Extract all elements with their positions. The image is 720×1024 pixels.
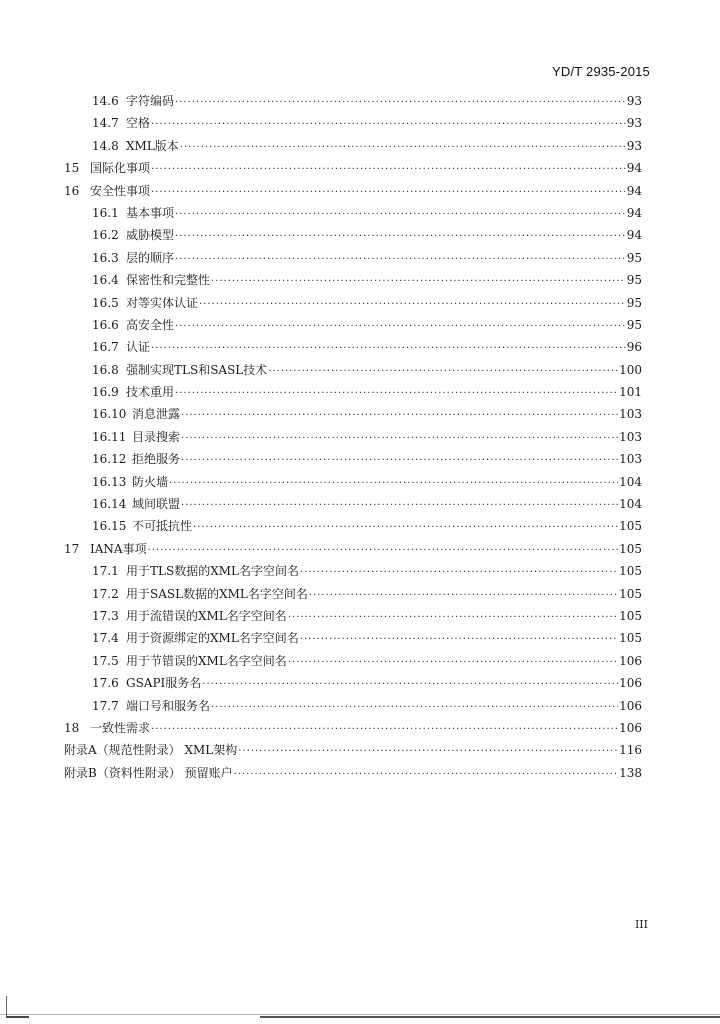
toc-entry-page: 105 [619, 564, 642, 579]
toc-entry-number: 16.15 [92, 519, 127, 534]
toc-dot-leader [151, 338, 626, 360]
toc-entry-number: 16.8 [92, 362, 119, 377]
toc-dot-leader [199, 294, 626, 316]
toc-entry-page: 105 [619, 631, 642, 646]
toc-entry[interactable] [64, 672, 642, 694]
table-of-contents [64, 90, 642, 784]
toc-entry-title: 安全性事项 [90, 183, 151, 198]
toc-entry[interactable] [64, 90, 642, 112]
toc-entry-title: 用于节错误的XML名字空间名 [126, 653, 287, 668]
toc-entry[interactable] [64, 717, 642, 739]
header-standard-code: YD/T 2935-2015 [552, 64, 650, 79]
toc-dot-leader [181, 405, 618, 427]
bottom-scan-line-dark [260, 1016, 720, 1018]
toc-entry-number: 17.3 [92, 608, 119, 623]
toc-entry[interactable] [64, 202, 642, 224]
corner-scan-mark [6, 996, 29, 1018]
toc-dot-leader [148, 540, 619, 562]
toc-entry-page: 138 [619, 765, 642, 780]
toc-entry-title: 目录搜索 [132, 429, 181, 444]
toc-entry-number: 16.1 [92, 205, 119, 220]
toc-entry-title: 端口号和服务名 [126, 698, 211, 713]
toc-entry-page: 116 [619, 743, 642, 758]
toc-entry-number: 17.1 [92, 564, 119, 579]
toc-entry-title: 认证 [126, 340, 151, 355]
toc-entry[interactable] [64, 247, 642, 269]
toc-entry-number: 17.5 [92, 653, 119, 668]
toc-entry-page: 94 [626, 228, 642, 243]
toc-entry-number: 16.5 [92, 295, 119, 310]
toc-dot-leader [151, 182, 626, 204]
toc-entry-page: 95 [626, 273, 642, 288]
toc-entry[interactable] [64, 381, 642, 403]
toc-entry[interactable] [64, 471, 642, 493]
toc-entry-number: 15 [64, 161, 80, 176]
toc-dot-leader [300, 562, 618, 584]
toc-entry-title: 用于SASL数据的XML名字空间名 [126, 586, 308, 601]
toc-dot-leader [268, 361, 618, 383]
bottom-scan-line [0, 1014, 720, 1015]
toc-entry[interactable] [64, 515, 642, 537]
toc-entry-number: 16.13 [92, 474, 127, 489]
toc-entry-number: 14.8 [92, 138, 119, 153]
toc-entry-title: 字符编码 [126, 94, 175, 108]
toc-dot-leader [151, 159, 626, 181]
toc-entry-number: 16.7 [92, 340, 119, 355]
toc-entry-title: 威胁模型 [126, 228, 175, 243]
toc-dot-leader [211, 271, 626, 293]
toc-entry-page: 106 [619, 720, 642, 735]
toc-entry[interactable] [64, 336, 642, 358]
toc-entry-number: 16.6 [92, 317, 119, 332]
toc-entry-number: 16.4 [92, 273, 119, 288]
footer-page-number: III [634, 918, 648, 931]
toc-entry[interactable] [64, 135, 642, 157]
toc-entry-number: 17.2 [92, 586, 119, 601]
toc-entry-title: 不可抵抗性 [132, 519, 193, 534]
toc-entry-page: 105 [619, 519, 642, 534]
toc-entry[interactable] [64, 560, 642, 582]
toc-entry[interactable] [64, 627, 642, 649]
toc-entry-page: 105 [619, 541, 642, 556]
toc-dot-leader [175, 226, 626, 248]
toc-entry[interactable] [64, 426, 642, 448]
toc-dot-leader [193, 517, 618, 539]
toc-entry[interactable] [64, 359, 642, 381]
toc-entry-title: 消息泄露 [132, 407, 181, 422]
toc-entry-title: 基本事项 [126, 205, 175, 220]
toc-entry-number: 16.10 [92, 407, 127, 422]
toc-entry-page: 96 [626, 340, 642, 355]
toc-entry-title: 高安全性 [126, 317, 175, 332]
toc-entry[interactable] [64, 112, 642, 134]
toc-entry[interactable] [64, 605, 642, 627]
toc-entry-number: 16 [64, 183, 80, 198]
toc-entry-title: 技术重用 [126, 385, 175, 400]
toc-entry-page: 105 [619, 586, 642, 601]
toc-entry-number: 14.7 [92, 116, 119, 131]
toc-entry-title: 国际化事项 [90, 161, 151, 176]
toc-dot-leader [175, 383, 618, 405]
toc-entry-page: 100 [619, 362, 642, 377]
toc-entry[interactable] [64, 493, 642, 515]
toc-entry-page: 93 [626, 138, 642, 153]
toc-entry-title: 拒绝服务 [132, 452, 181, 467]
toc-entry-number: 16.9 [92, 385, 119, 400]
toc-entry-title: 保密性和完整性 [126, 273, 211, 288]
toc-entry-page: 103 [619, 407, 642, 422]
toc-entry-number: 17.7 [92, 698, 119, 713]
toc-entry[interactable] [64, 180, 642, 202]
toc-dot-leader [181, 450, 618, 472]
toc-dot-leader [175, 249, 626, 271]
toc-entry-number: 16.2 [92, 228, 119, 243]
toc-entry-number: 16.11 [92, 429, 127, 444]
toc-entry-number: 17 [64, 541, 80, 556]
toc-entry-page: 103 [619, 429, 642, 444]
toc-entry-number: 14.6 [92, 94, 119, 108]
toc-entry-page: 94 [626, 161, 642, 176]
toc-dot-leader [169, 473, 618, 495]
toc-entry[interactable] [64, 292, 642, 314]
toc-entry[interactable] [64, 269, 642, 291]
toc-entry-title: 对等实体认证 [126, 295, 199, 310]
toc-entry-title: 用于流错误的XML名字空间名 [126, 608, 287, 623]
toc-entry[interactable] [64, 157, 642, 179]
toc-entry-page: 93 [626, 94, 642, 108]
toc-entry-page: 104 [619, 474, 642, 489]
toc-entry-number: 16.14 [92, 497, 127, 512]
toc-entry[interactable] [64, 538, 642, 560]
toc-entry[interactable] [64, 224, 642, 246]
toc-entry-title: 用于资源绑定的XML名字空间名 [126, 631, 299, 646]
toc-entry-number: 18 [64, 720, 80, 735]
toc-entry[interactable] [64, 403, 642, 425]
toc-entry-title: IANA事项 [90, 541, 147, 556]
toc-entry-page: 106 [619, 676, 642, 691]
toc-entry-title: 附录B（资料性附录） 预留账户 [64, 765, 233, 780]
toc-entry-page: 93 [626, 116, 642, 131]
toc-dot-leader [181, 428, 618, 450]
toc-entry-title: 防火墙 [132, 474, 169, 489]
toc-entry-title: 层的顺序 [126, 250, 175, 265]
toc-dot-leader [151, 114, 626, 136]
toc-entry-page: 106 [619, 698, 642, 713]
toc-dot-leader [234, 764, 618, 786]
toc-entry-title: 一致性需求 [90, 720, 151, 735]
toc-entry-page: 94 [626, 205, 642, 220]
toc-dot-leader [288, 607, 618, 629]
toc-dot-leader [151, 719, 618, 741]
toc-dot-leader [309, 585, 618, 607]
toc-entry-page: 95 [626, 317, 642, 332]
toc-dot-leader [211, 697, 618, 719]
toc-entry-page: 95 [626, 295, 642, 310]
toc-entry[interactable] [64, 695, 642, 717]
toc-dot-leader [175, 92, 626, 114]
toc-entry[interactable] [64, 762, 642, 784]
toc-entry-title: 附录A（规范性附录） XML架构 [64, 743, 238, 758]
toc-entry[interactable] [64, 650, 642, 672]
toc-entry[interactable] [64, 314, 642, 336]
toc-entry-number: 16.3 [92, 250, 119, 265]
toc-entry[interactable] [64, 739, 642, 761]
toc-entry-page: 101 [619, 385, 642, 400]
toc-entry-title: 域间联盟 [132, 497, 181, 512]
toc-entry-page: 95 [626, 250, 642, 265]
toc-entry-number: 16.12 [92, 452, 127, 467]
toc-entry-title: GSAPI服务名 [126, 676, 202, 691]
toc-entry-title: 空格 [126, 116, 151, 131]
toc-dot-leader [181, 495, 618, 517]
toc-dot-leader [300, 629, 618, 651]
toc-entry[interactable] [64, 448, 642, 470]
toc-entry-number: 17.6 [92, 676, 119, 691]
toc-dot-leader [238, 741, 618, 763]
toc-entry-title: 强制实现TLS和SASL技术 [126, 362, 268, 377]
toc-dot-leader [288, 652, 618, 674]
toc-dot-leader [175, 316, 626, 338]
toc-dot-leader [180, 137, 626, 159]
toc-dot-leader [175, 204, 626, 226]
toc-entry-page: 106 [619, 653, 642, 668]
toc-entry-page: 104 [619, 497, 642, 512]
toc-entry-page: 103 [619, 452, 642, 467]
toc-entry-title: XML版本 [126, 138, 179, 153]
toc-entry-number: 17.4 [92, 631, 119, 646]
toc-entry-page: 105 [619, 608, 642, 623]
toc-dot-leader [202, 674, 618, 696]
toc-entry-title: 用于TLS数据的XML名字空间名 [126, 564, 299, 579]
toc-entry[interactable] [64, 583, 642, 605]
toc-entry-page: 94 [626, 183, 642, 198]
